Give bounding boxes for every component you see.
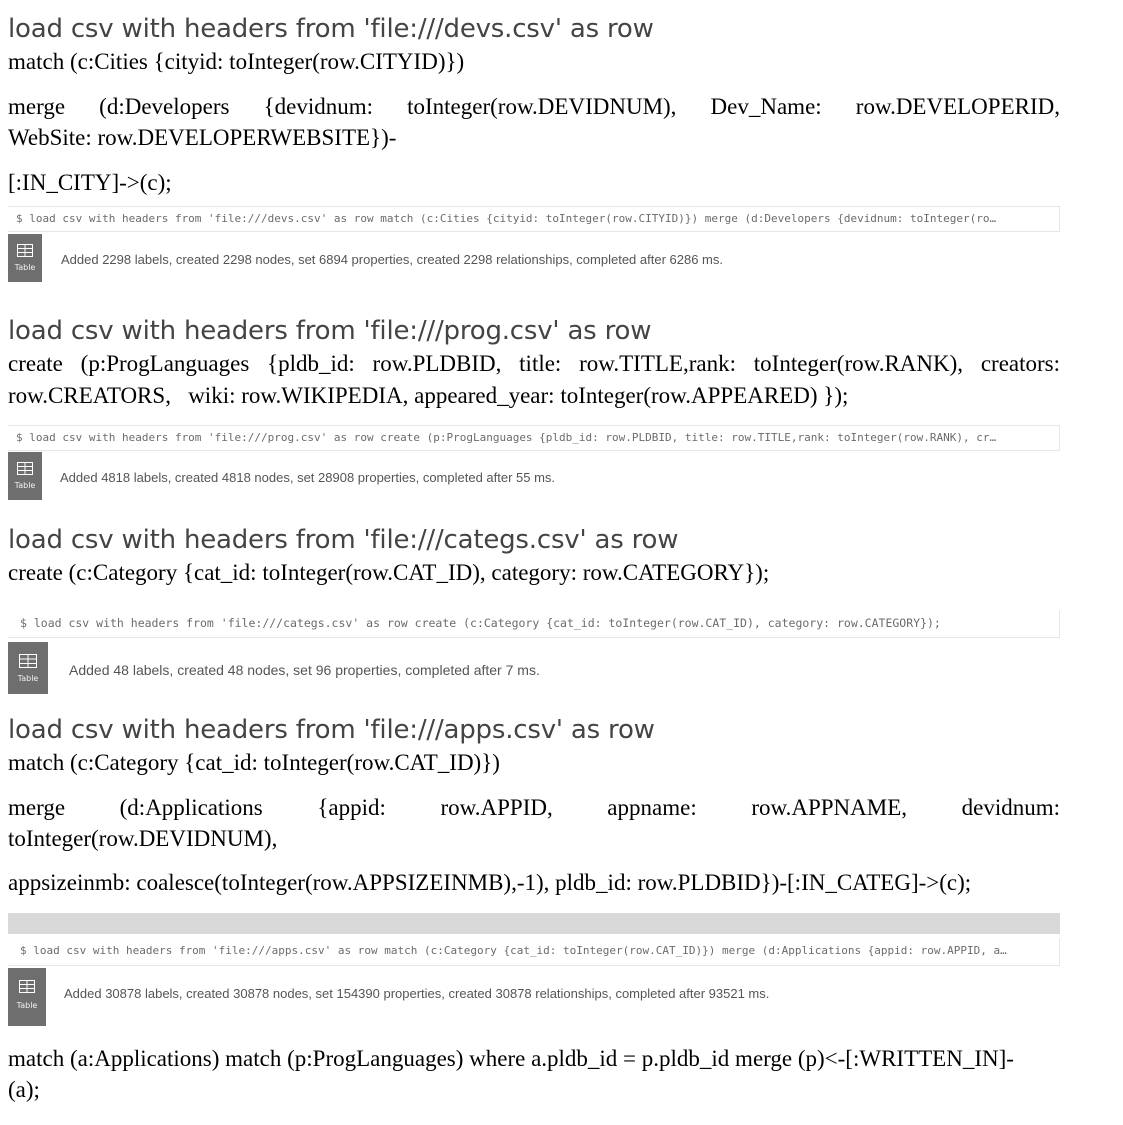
block-1-line-4: [:IN_CITY]->(c); [8,170,172,195]
block-4-result: Added 30878 labels, created 30878 nodes, set 154390 properties, created 30878 relationships, completed after 93521 ms. [64,986,770,1001]
block-4-heading: load csv with headers from 'file:///apps.csv' as row [8,715,655,745]
block-2-line-1: create (p:ProgLanguages {pldb_id: row.PLDBID, title: row.TITLE,rank: toInteger(row.RANK), creators: [8,351,1060,376]
block-2-line-2: row.CREATORS, wiki: row.WIKIPEDIA, appeared_year: toInteger(row.APPEARED) }); [8,383,849,408]
block-3-command-bar[interactable] [8,610,1060,638]
block-1-heading: load csv with headers from 'file:///devs.csv' as row [8,14,654,44]
block-4-command-text: $ load csv with headers from 'file:///apps.csv' as row match (c:Category {cat_id: toInteger(row.CAT_ID)}) merge (d:Applications {appid: row.APPID, a… [20,944,1007,957]
block-1-line-1: match (c:Cities {cityid: toInteger(row.CITYID)}) [8,49,465,74]
final-line-2: (a); [8,1077,40,1102]
block-1-table-tab[interactable] [8,234,42,282]
block-2-command-bar[interactable] [8,425,1060,451]
block-2-heading: load csv with headers from 'file:///prog.csv' as row [8,316,652,346]
final-line-1: match (a:Applications) match (p:ProgLanguages) where a.pldb_id = p.pldb_id merge (p)<-[:WRITTEN_IN]- [8,1046,1014,1071]
table-icon [8,980,46,993]
block-3-result: Added 48 labels, created 48 nodes, set 96 properties, completed after 7 ms. [69,662,540,678]
block-2-result: Added 4818 labels, created 4818 nodes, set 28908 properties, completed after 55 ms. [60,470,556,485]
block-1-result: Added 2298 labels, created 2298 nodes, set 6894 properties, created 2298 relationships, completed after 6286 ms. [61,252,723,267]
block-2-table-tab[interactable] [8,452,42,500]
block-4-toolbar-band [8,913,1060,934]
table-icon [8,654,48,668]
table-icon [8,462,42,475]
block-3-table-tab[interactable] [8,642,48,694]
block-1-table-label: Table [14,263,36,272]
block-1-command-bar[interactable] [8,206,1060,232]
block-3-heading: load csv with headers from 'file:///categs.csv' as row [8,525,679,555]
block-3-command-text: $ load csv with headers from 'file:///categs.csv' as row create (c:Category {cat_id: toInteger(row.CAT_ID), category: row.CATEGORY}); [20,616,941,630]
block-4-line-3: toInteger(row.DEVIDNUM), [8,826,278,851]
block-4-table-tab[interactable] [8,968,46,1026]
block-2-command-text: $ load csv with headers from 'file:///prog.csv' as row create (p:ProgLanguages {pldb_id: row.PLDBID, title: row.TITLE,rank: toInteger(row.RANK), cr… [16,431,997,444]
block-4-table-label: Table [16,1001,38,1010]
block-1-line-3: WebSite: row.DEVELOPERWEBSITE})- [8,125,397,150]
block-1-command-text: $ load csv with headers from 'file:///devs.csv' as row match (c:Cities {cityid: toInteger(row.CITYID)}) merge (d:Developers {devidnum: toInteger(ro… [16,212,997,225]
table-icon [8,244,42,257]
block-4-line-4: appsizeinmb: coalesce(toInteger(row.APPSIZEINMB),-1), pldb_id: row.PLDBID})-[:IN_CATEG]->(c); [8,870,972,895]
block-2-table-label: Table [14,481,36,490]
block-1-line-2: merge (d:Developers {devidnum: toInteger(row.DEVIDNUM), Dev_Name: row.DEVELOPERID, [8,94,1060,119]
block-4-line-2: merge (d:Applications {appid: row.APPID, appname: row.APPNAME, devidnum: [8,795,1060,820]
block-4-line-1: match (c:Category {cat_id: toInteger(row.CAT_ID)}) [8,750,500,775]
block-3-line-1: create (c:Category {cat_id: toInteger(row.CAT_ID), category: row.CATEGORY}); [8,560,770,585]
block-4-command-bar[interactable] [8,938,1060,966]
block-3-table-label: Table [17,674,39,683]
